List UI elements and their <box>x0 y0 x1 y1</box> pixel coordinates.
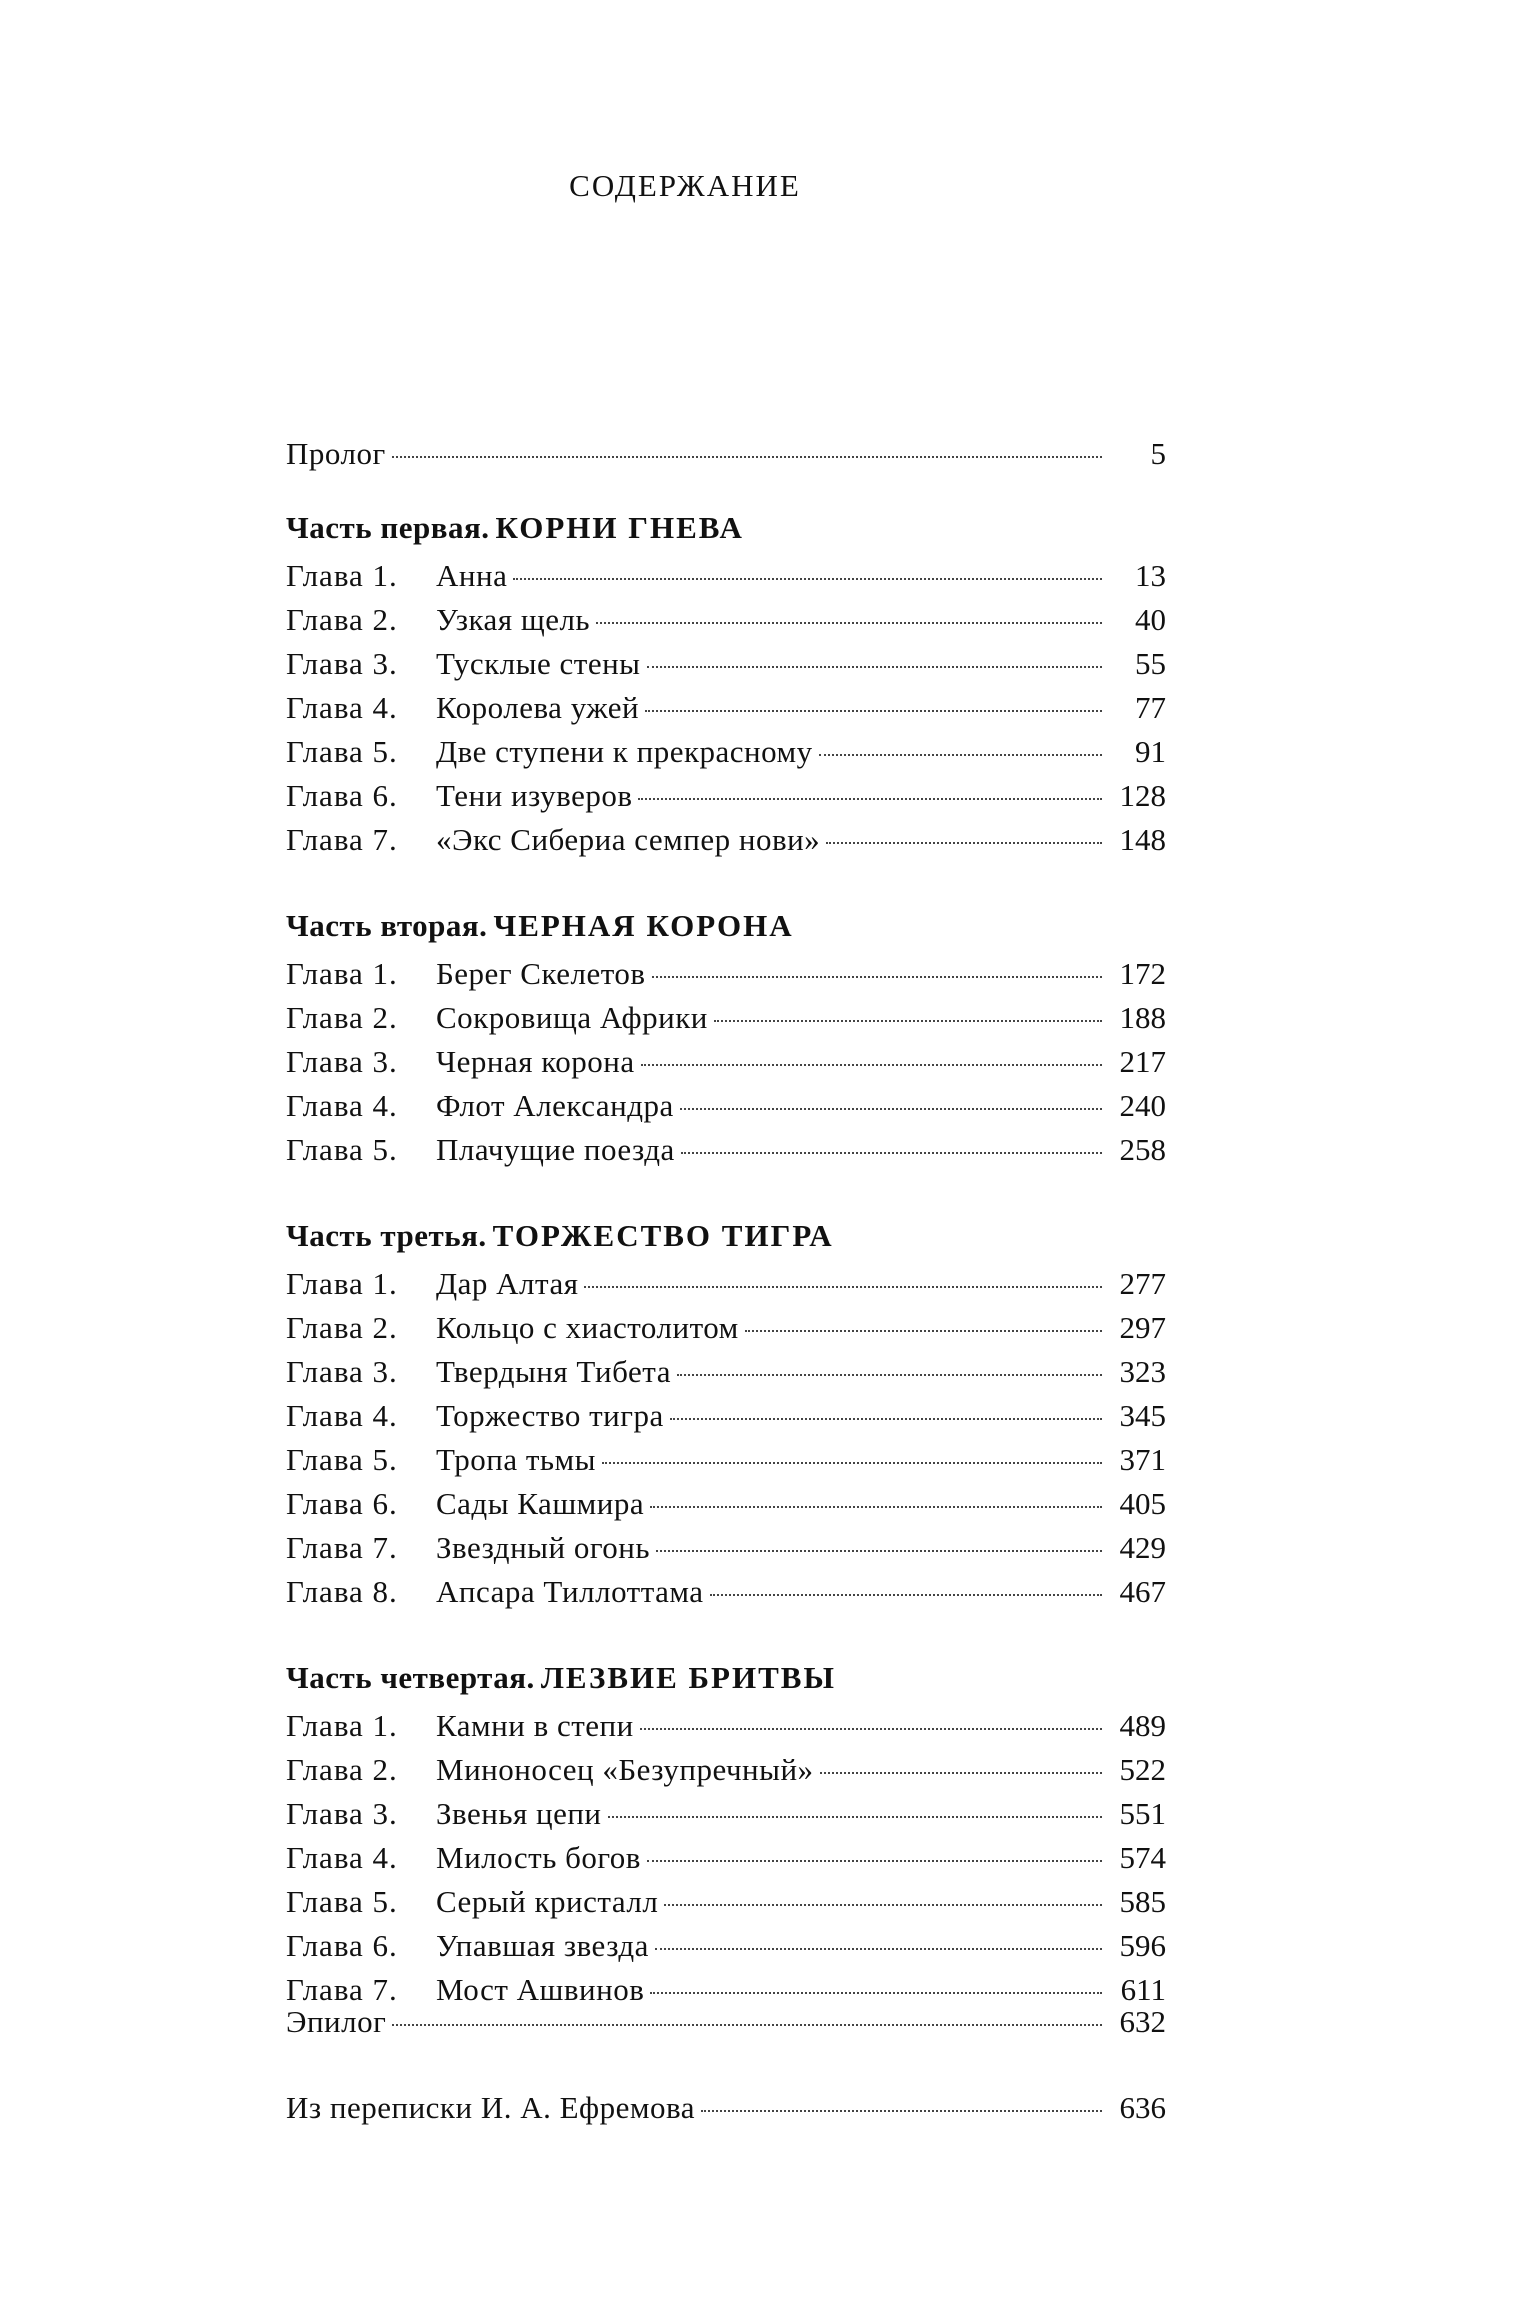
toc-entry-chapter <box>286 1836 1166 1880</box>
chapter-number: Глава 1. <box>286 1266 398 1301</box>
toc-entry-chapter <box>286 686 1166 730</box>
toc-entry-chapter <box>286 1792 1166 1836</box>
toc-entry-chapter <box>286 730 1166 774</box>
entry-title: Эпилог <box>286 2004 387 2039</box>
dot-leader <box>641 1064 1102 1066</box>
chapter-number: Глава 1. <box>286 1708 398 1743</box>
chapter-number: Глава 4. <box>286 690 398 725</box>
chapter-title: Флот Александра <box>436 1088 674 1123</box>
dot-leader <box>647 666 1102 668</box>
parts-list <box>286 502 1166 2012</box>
page-number: 5 <box>1150 436 1166 471</box>
chapter-number: Глава 6. <box>286 778 398 813</box>
chapter-title: Плачущие поезда <box>436 1132 675 1167</box>
chapter-number: Глава 4. <box>286 1840 398 1875</box>
part-heading <box>286 1652 1166 1704</box>
dot-leader <box>655 1948 1102 1950</box>
letters-section <box>286 2086 1166 2130</box>
page-number: 467 <box>1119 1574 1166 1609</box>
toc-entry-chapter <box>286 1704 1166 1748</box>
dot-leader <box>745 1330 1102 1332</box>
page-number: 489 <box>1119 1708 1166 1743</box>
chapter-number: Глава 3. <box>286 1044 398 1079</box>
toc-entry-chapter <box>286 1040 1166 1084</box>
chapter-number: Глава 2. <box>286 602 398 637</box>
dot-leader <box>608 1816 1102 1818</box>
page-number: 91 <box>1135 734 1166 769</box>
chapter-title: Дар Алтая <box>436 1266 579 1301</box>
chapter-number: Глава 7. <box>286 1530 398 1565</box>
toc-entry-chapter <box>286 1924 1166 1968</box>
chapter-title: Тропа тьмы <box>436 1442 596 1477</box>
chapter-title: Тени изуверов <box>436 778 633 813</box>
dot-leader <box>820 1772 1102 1774</box>
chapter-title: Узкая щель <box>436 602 591 637</box>
page-number: 40 <box>1135 602 1166 637</box>
page-number: 55 <box>1135 646 1166 681</box>
epilogue-section <box>286 2000 1166 2044</box>
chapter-title: Звенья цепи <box>436 1796 602 1831</box>
dot-leader <box>664 1904 1102 1906</box>
part-label: Часть четвертая. <box>286 1660 535 1695</box>
chapter-title: Миноносец «Безупречный» <box>436 1752 814 1787</box>
chapter-number: Глава 1. <box>286 956 398 991</box>
prologue-section <box>286 432 1166 476</box>
page-number: 611 <box>1120 1972 1166 2007</box>
page-number: 551 <box>1119 1796 1166 1831</box>
chapter-number: Глава 2. <box>286 1310 398 1345</box>
chapter-title: Две ступени к прекрасному <box>436 734 813 769</box>
page-number: 522 <box>1119 1752 1166 1787</box>
part-title: ТОРЖЕСТВО ТИГРА <box>492 1218 834 1253</box>
toc-entry-chapter <box>286 1394 1166 1438</box>
chapter-title: Берег Скелетов <box>436 956 646 991</box>
chapter-number: Глава 5. <box>286 734 398 769</box>
dot-leader <box>677 1374 1102 1376</box>
chapter-title: Черная корона <box>436 1044 635 1079</box>
page-number: 148 <box>1119 822 1166 857</box>
chapter-title: Анна <box>436 558 508 593</box>
dot-leader <box>819 754 1102 756</box>
dot-leader <box>513 578 1102 580</box>
toc-entry-chapter <box>286 1748 1166 1792</box>
part-label: Часть вторая. <box>286 908 488 943</box>
page-number: 596 <box>1119 1928 1166 1963</box>
chapter-title: «Экс Сибериа семпер нови» <box>436 822 821 857</box>
page-number: 574 <box>1119 1840 1166 1875</box>
page-number: 13 <box>1135 558 1166 593</box>
chapter-number: Глава 8. <box>286 1574 398 1609</box>
chapter-number: Глава 7. <box>286 1972 398 2007</box>
chapter-number: Глава 3. <box>286 646 398 681</box>
chapter-title: Упавшая звезда <box>436 1928 649 1963</box>
chapter-title: Милость богов <box>436 1840 641 1875</box>
toc-entry-chapter <box>286 818 1166 862</box>
chapter-number: Глава 2. <box>286 1752 398 1787</box>
chapter-title: Камни в степи <box>436 1708 634 1743</box>
part-label: Часть первая. <box>286 510 490 545</box>
section-gap <box>286 1614 1166 1652</box>
toc-entry-chapter <box>286 1262 1166 1306</box>
chapter-number: Глава 6. <box>286 1928 398 1963</box>
chapter-number: Глава 6. <box>286 1486 398 1521</box>
dot-leader <box>650 1992 1102 1994</box>
chapter-title: Звездный огонь <box>436 1530 651 1565</box>
toc-entry-chapter <box>286 1570 1166 1614</box>
dot-leader <box>710 1594 1102 1596</box>
chapter-number: Глава 7. <box>286 822 398 857</box>
toc-entry-letters <box>286 2086 1166 2130</box>
page-number: 217 <box>1119 1044 1166 1079</box>
dot-leader <box>652 976 1102 978</box>
chapter-title: Королева ужей <box>436 690 640 725</box>
page-number: 371 <box>1119 1442 1166 1477</box>
dot-leader <box>584 1286 1102 1288</box>
page-number: 429 <box>1119 1530 1166 1565</box>
chapter-number: Глава 2. <box>286 1000 398 1035</box>
part-heading <box>286 1210 1166 1262</box>
chapter-number: Глава 5. <box>286 1884 398 1919</box>
dot-leader <box>681 1152 1102 1154</box>
toc-entry-chapter <box>286 774 1166 818</box>
chapter-title: Сады Кашмира <box>436 1486 645 1521</box>
dot-leader <box>647 1860 1102 1862</box>
toc-entry-chapter <box>286 1526 1166 1570</box>
dot-leader <box>640 1728 1102 1730</box>
chapter-title: Тусклые стены <box>436 646 641 681</box>
dot-leader <box>826 842 1102 844</box>
toc-entry-chapter <box>286 996 1166 1040</box>
toc-entry-chapter <box>286 1084 1166 1128</box>
dot-leader <box>638 798 1102 800</box>
toc-entry-prologue <box>286 432 1166 476</box>
toc-entry-epilogue <box>286 2000 1166 2044</box>
chapter-number: Глава 4. <box>286 1398 398 1433</box>
chapter-number: Глава 1. <box>286 558 398 593</box>
chapter-number: Глава 5. <box>286 1442 398 1477</box>
page-number: 345 <box>1119 1398 1166 1433</box>
chapter-number: Глава 3. <box>286 1796 398 1831</box>
toc-entry-chapter <box>286 1482 1166 1526</box>
dot-leader <box>650 1506 1102 1508</box>
page-number: 188 <box>1119 1000 1166 1035</box>
page-number: 297 <box>1119 1310 1166 1345</box>
dot-leader <box>602 1462 1102 1464</box>
chapter-title: Мост Ашвинов <box>436 1972 645 2007</box>
part-heading <box>286 900 1166 952</box>
part-title: КОРНИ ГНЕВА <box>495 510 744 545</box>
chapter-title: Твердыня Тибета <box>436 1354 671 1389</box>
part-label: Часть третья. <box>286 1218 487 1253</box>
dot-leader <box>714 1020 1102 1022</box>
page-number: 585 <box>1119 1884 1166 1919</box>
chapter-title: Кольцо с хиастолитом <box>436 1310 739 1345</box>
toc-entry-chapter <box>286 598 1166 642</box>
dot-leader <box>680 1108 1102 1110</box>
page-number: 323 <box>1119 1354 1166 1389</box>
toc-entry-chapter <box>286 1350 1166 1394</box>
entry-title: Из переписки И. А. Ефремова <box>286 2090 695 2125</box>
page-number: 277 <box>1119 1266 1166 1301</box>
page-number: 172 <box>1119 956 1166 991</box>
page-number: 77 <box>1135 690 1166 725</box>
toc-entry-chapter <box>286 1880 1166 1924</box>
dot-leader <box>670 1418 1102 1420</box>
dot-leader <box>392 2024 1102 2026</box>
dot-leader <box>656 1550 1102 1552</box>
entry-title: Пролог <box>286 436 386 471</box>
page-number: 405 <box>1119 1486 1166 1521</box>
chapter-title: Апсара Тиллоттама <box>436 1574 704 1609</box>
dot-leader <box>645 710 1102 712</box>
toc-entry-chapter <box>286 1128 1166 1172</box>
chapter-title: Серый кристалл <box>436 1884 659 1919</box>
section-gap <box>286 862 1166 900</box>
page-number: 632 <box>1119 2004 1166 2039</box>
page-number: 128 <box>1119 778 1166 813</box>
toc-entry-chapter <box>286 952 1166 996</box>
toc-entry-chapter <box>286 554 1166 598</box>
part-title: ЛЕЗВИЕ БРИТВЫ <box>540 1660 836 1695</box>
page-number: 636 <box>1119 2090 1166 2125</box>
dot-leader <box>596 622 1102 624</box>
page-title: СОДЕРЖАНИЕ <box>569 168 801 203</box>
page-number: 240 <box>1119 1088 1166 1123</box>
dot-leader <box>392 456 1102 458</box>
section-gap <box>286 1172 1166 1210</box>
toc-entry-chapter <box>286 1438 1166 1482</box>
part-title: ЧЕРНАЯ КОРОНА <box>493 908 794 943</box>
chapter-title: Сокровища Африки <box>436 1000 708 1035</box>
part-heading <box>286 502 1166 554</box>
page-number: 258 <box>1119 1132 1166 1167</box>
chapter-title: Торжество тигра <box>436 1398 664 1433</box>
chapter-number: Глава 4. <box>286 1088 398 1123</box>
dot-leader <box>701 2110 1102 2112</box>
toc-entry-chapter <box>286 642 1166 686</box>
chapter-number: Глава 5. <box>286 1132 398 1167</box>
toc-entry-chapter <box>286 1306 1166 1350</box>
chapter-number: Глава 3. <box>286 1354 398 1389</box>
